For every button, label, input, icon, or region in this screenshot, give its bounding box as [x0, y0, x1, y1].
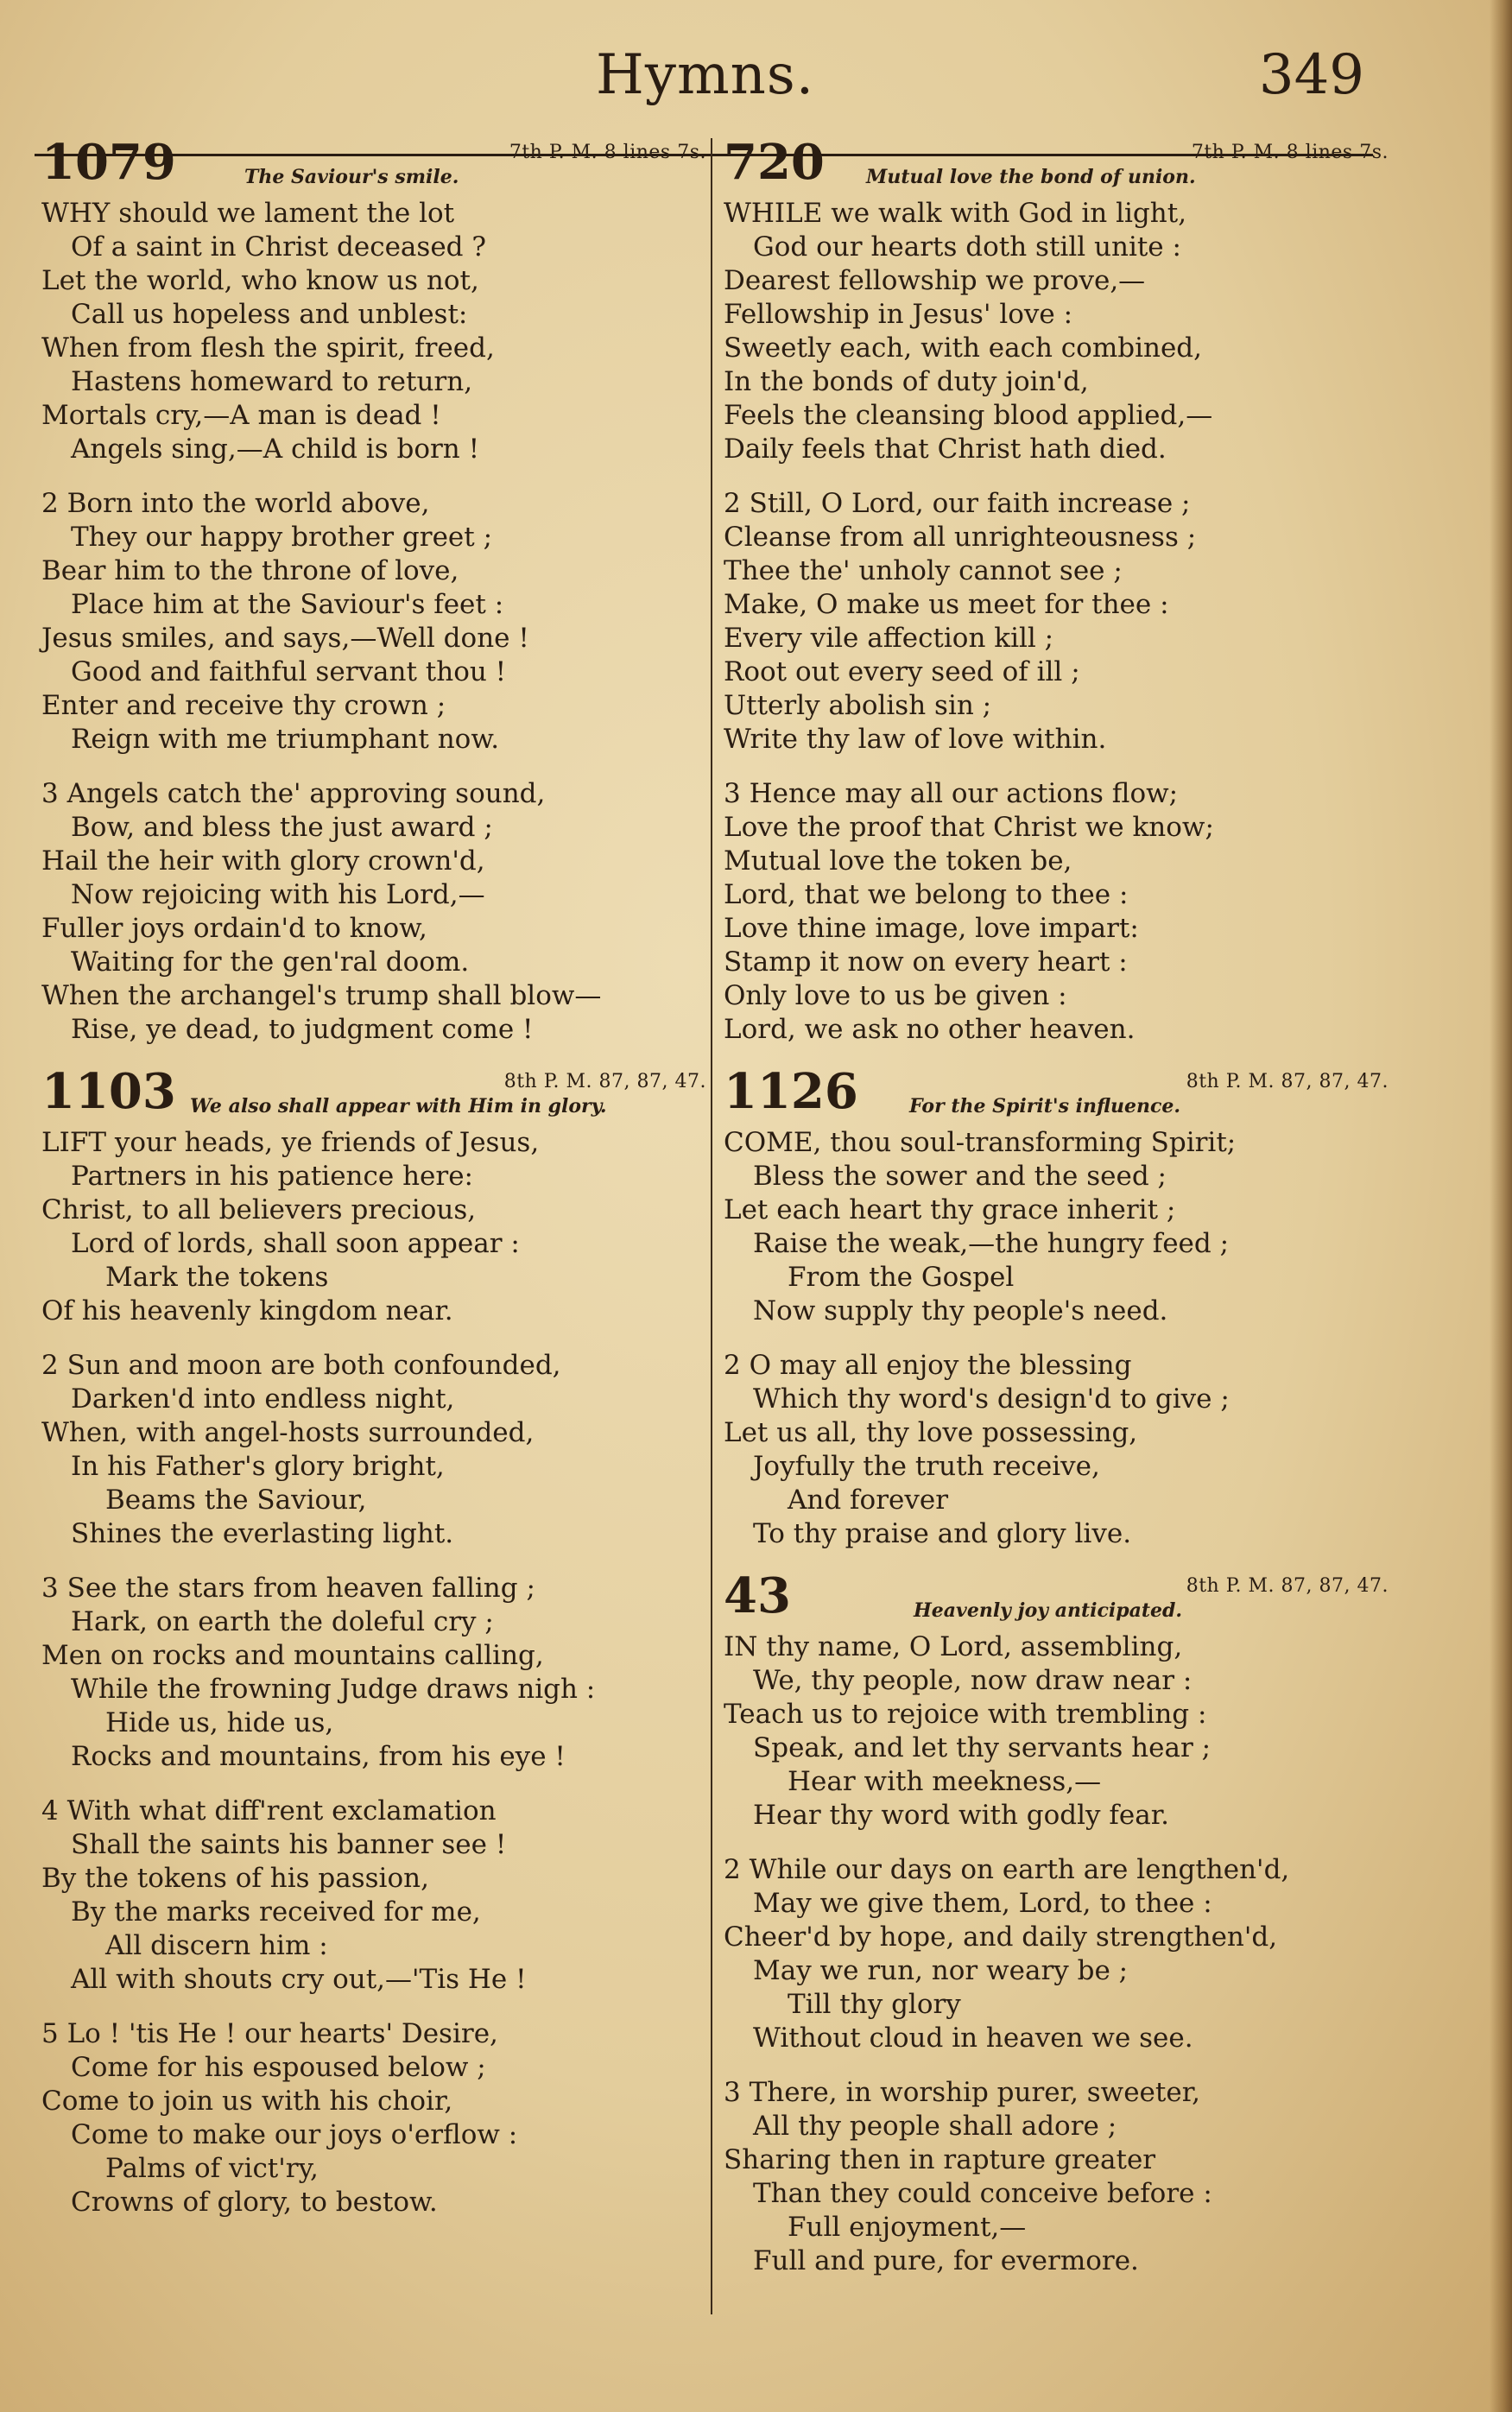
hymn-number: 1079: [41, 134, 176, 191]
verse-line: From the Gospel: [788, 1262, 1015, 1293]
verse-line: IN thy name, O Lord, assembling,: [724, 1631, 1183, 1662]
hymn-subtitle: Mutual love the bond of union.: [866, 166, 1196, 188]
stanza: [41, 1795, 706, 1997]
stanza: [724, 2076, 1389, 2278]
verse-line: Men on rocks and mountains calling,: [41, 1640, 544, 1671]
verse-line: Hear with meekness,—: [788, 1766, 1102, 1797]
verse-line: When, with angel-hosts surrounded,: [41, 1417, 535, 1448]
hymn-subtitle: The Saviour's smile.: [244, 166, 459, 188]
verse-line: By the tokens of his passion,: [41, 1863, 429, 1894]
verse-line: Thee the' unholy cannot see ;: [724, 555, 1123, 586]
verse-line: Angels sing,—A child is born !: [71, 434, 480, 465]
hymn-subtitle: We also shall appear with Him in glory.: [190, 1095, 607, 1117]
page-title: Hymns.: [596, 43, 815, 107]
verse-line: Cleanse from all unrighteousness ;: [724, 522, 1197, 553]
verse-line: Mutual love the token be,: [724, 845, 1072, 877]
verse-line: Crowns of glory, to bestow.: [71, 2187, 438, 2218]
verse-line: 3 Hence may all our actions flow;: [724, 778, 1179, 809]
stanza: [724, 1853, 1389, 2055]
stanza: [41, 1126, 706, 1328]
verse-line: Of a saint in Christ deceased ?: [71, 231, 486, 263]
verse-line: Hastens homeward to return,: [71, 366, 473, 397]
verse-line: In his Father's glory bright,: [71, 1451, 445, 1482]
verse-line: Fellowship in Jesus' love :: [724, 299, 1073, 330]
verse-line: Lord, we ask no other heaven.: [724, 1014, 1136, 1045]
verse-line: Darken'd into endless night,: [71, 1383, 455, 1415]
hymn-number: 720: [724, 134, 825, 191]
verse-line: Bless the sower and the seed ;: [753, 1161, 1167, 1192]
verse-line: 4 With what diff'rent exclamation: [41, 1795, 497, 1826]
hymn-number: 1103: [41, 1063, 176, 1120]
verse-line: Root out every seed of ill ;: [724, 656, 1080, 687]
verse-line: Beams the Saviour,: [105, 1485, 367, 1516]
verse-line: Now rejoicing with his Lord,—: [71, 879, 485, 910]
verse-line: 3 Angels catch the' approving sound,: [41, 778, 546, 809]
stanza: [724, 197, 1389, 466]
hymn-meter: 7th P. M. 8 lines 7s.: [1191, 142, 1389, 163]
verse-line: Love the proof that Christ we know;: [724, 812, 1214, 843]
hymn-meter: 7th P. M. 8 lines 7s.: [509, 142, 706, 163]
page-edge-shadow: [1490, 0, 1512, 2412]
verse-line: Come for his espoused below ;: [71, 2052, 486, 2083]
verse-line: 5 Lo ! 'tis He ! our hearts' Desire,: [41, 2018, 498, 2049]
verse-line: Enter and receive thy crown ;: [41, 690, 446, 721]
stanza: [41, 197, 706, 466]
verse-line: Let the world, who know us not,: [41, 265, 479, 296]
verse-line: Jesus smiles, and says,—Well done !: [41, 623, 529, 654]
verse-line: Come to make our joys o'erflow :: [71, 2119, 518, 2150]
verse-line: Hide us, hide us,: [105, 1707, 334, 1738]
hymn-1103: [41, 1063, 706, 2219]
verse-line: Palms of vict'ry,: [105, 2153, 319, 2184]
verse-line: Come to join us with his choir,: [41, 2086, 453, 2117]
verse-line: All discern him :: [105, 1930, 328, 1961]
verse-line: Christ, to all believers precious,: [41, 1194, 477, 1225]
hymn-1079: [41, 134, 706, 1047]
hymn-43: [724, 1567, 1389, 2278]
verse-line: Fuller joys ordain'd to know,: [41, 913, 427, 944]
verse-line: 2 Born into the world above,: [41, 488, 430, 519]
stanza: [41, 1349, 706, 1551]
verse-line: Let each heart thy grace inherit ;: [724, 1194, 1176, 1225]
left-column: [41, 134, 706, 2240]
verse-line: Than they could conceive before :: [753, 2178, 1212, 2209]
verse-line: 2 While our days on earth are lengthen'd,: [724, 1854, 1290, 1885]
verse-line: Partners in his patience here:: [71, 1161, 473, 1192]
verse-line: Good and faithful servant thou !: [71, 656, 507, 687]
verse-line: Without cloud in heaven we see.: [753, 2023, 1193, 2054]
verse-line: When the archangel's trump shall blow—: [41, 980, 602, 1011]
verse-line: All with shouts cry out,—'Tis He !: [71, 1964, 527, 1995]
verse-line: May we run, nor weary be ;: [753, 1955, 1129, 1986]
hymn-meter: 8th P. M. 87, 87, 47.: [503, 1071, 706, 1092]
hymn-subtitle: For the Spirit's influence.: [909, 1095, 1181, 1117]
verse-line: Love thine image, love impart:: [724, 913, 1139, 944]
verse-line: WHY should we lament the lot: [41, 198, 455, 229]
verse-line: And forever: [788, 1485, 949, 1516]
verse-line: While the frowning Judge draws nigh :: [71, 1674, 596, 1705]
verse-line: 3 See the stars from heaven falling ;: [41, 1573, 535, 1604]
verse-line: When from flesh the spirit, freed,: [41, 332, 495, 364]
verse-line: Full and pure, for evermore.: [753, 2245, 1139, 2276]
verse-line: Rocks and mountains, from his eye !: [71, 1741, 566, 1772]
verse-line: WHILE we walk with God in light,: [724, 198, 1187, 229]
verse-line: Joyfully the truth receive,: [753, 1451, 1100, 1482]
verse-line: 3 There, in worship purer, sweeter,: [724, 2077, 1200, 2108]
verse-line: Shines the everlasting light.: [71, 1518, 454, 1549]
hymn-header: [724, 1567, 1389, 1630]
stanza: [41, 487, 706, 757]
verse-line: COME, thou soul-transforming Spirit;: [724, 1127, 1237, 1158]
verse-line: Every vile affection kill ;: [724, 623, 1054, 654]
verse-line: Hail the heir with glory crown'd,: [41, 845, 485, 877]
page-number: 349: [1258, 43, 1364, 107]
hymn-header: [41, 1063, 706, 1126]
verse-line: Hear thy word with godly fear.: [753, 1800, 1169, 1831]
verse-line: 2 Sun and moon are both confounded,: [41, 1350, 561, 1381]
stanza: [41, 1572, 706, 1774]
verse-line: Place him at the Saviour's feet :: [71, 589, 504, 620]
verse-line: Feels the cleansing blood applied,—: [724, 400, 1213, 431]
verse-line: Full enjoyment,—: [788, 2212, 1027, 2243]
verse-line: Sharing then in rapture greater: [724, 2144, 1156, 2175]
verse-line: LIFT your heads, ye friends of Jesus,: [41, 1127, 540, 1158]
verse-line: God our hearts doth still unite :: [753, 231, 1181, 263]
verse-line: Mortals cry,—A man is dead !: [41, 400, 441, 431]
verse-line: Utterly abolish sin ;: [724, 690, 992, 721]
hymn-number: 1126: [724, 1063, 858, 1120]
verse-line: In the bonds of duty join'd,: [724, 366, 1089, 397]
verse-line: Only love to us be given :: [724, 980, 1067, 1011]
verse-line: Raise the weak,—the hungry feed ;: [753, 1228, 1230, 1259]
verse-line: Teach us to rejoice with trembling :: [724, 1699, 1207, 1730]
verse-line: Bear him to the throne of love,: [41, 555, 459, 586]
verse-line: Mark the tokens: [105, 1262, 329, 1293]
hymn-meter: 8th P. M. 87, 87, 47.: [1186, 1071, 1389, 1092]
verse-line: Shall the saints his banner see !: [71, 1829, 507, 1860]
stanza: [724, 1630, 1389, 1833]
stanza: [724, 487, 1389, 757]
verse-line: Of his heavenly kingdom near.: [41, 1295, 453, 1326]
verse-line: Waiting for the gen'ral doom.: [71, 946, 470, 978]
verse-line: Write thy law of love within.: [724, 724, 1107, 755]
page-header: [0, 43, 1364, 112]
verse-line: Make, O make us meet for thee :: [724, 589, 1169, 620]
hymn-header: [724, 134, 1389, 197]
verse-line: To thy praise and glory live.: [753, 1518, 1132, 1549]
stanza: [724, 1349, 1389, 1551]
stanza: [41, 2017, 706, 2219]
verse-line: Call us hopeless and unblest:: [71, 299, 468, 330]
stanza: [724, 1126, 1389, 1328]
verse-line: All thy people shall adore ;: [753, 2111, 1117, 2142]
verse-line: Till thy glory: [788, 1989, 961, 2020]
verse-line: 2 O may all enjoy the blessing: [724, 1350, 1132, 1381]
stanza: [41, 777, 706, 1047]
hymn-720: [724, 134, 1389, 1047]
verse-line: Now supply thy people's need.: [753, 1295, 1168, 1326]
verse-line: Daily feels that Christ hath died.: [724, 434, 1167, 465]
stanza: [724, 777, 1389, 1047]
verse-line: Let us all, thy love possessing,: [724, 1417, 1138, 1448]
verse-line: Lord, that we belong to thee :: [724, 879, 1129, 910]
verse-line: By the marks received for me,: [71, 1896, 481, 1928]
verse-line: Lord of lords, shall soon appear :: [71, 1228, 520, 1259]
verse-line: Reign with me triumphant now.: [71, 724, 500, 755]
verse-line: Speak, and let thy servants hear ;: [753, 1732, 1211, 1763]
verse-line: They our happy brother greet ;: [71, 522, 493, 553]
verse-line: Bow, and bless the just award ;: [71, 812, 493, 843]
right-column: [724, 134, 1389, 2299]
hymn-meter: 8th P. M. 87, 87, 47.: [1186, 1575, 1389, 1597]
column-divider: [711, 138, 712, 2314]
hymn-1126: [724, 1063, 1389, 1551]
hymn-header: [41, 134, 706, 197]
verse-line: We, thy people, now draw near :: [753, 1665, 1193, 1696]
verse-line: Sweetly each, with each combined,: [724, 332, 1202, 364]
verse-line: 2 Still, O Lord, our faith increase ;: [724, 488, 1191, 519]
hymn-number: 43: [724, 1567, 791, 1624]
hymn-subtitle: Heavenly joy anticipated.: [914, 1599, 1183, 1622]
verse-line: Hark, on earth the doleful cry ;: [71, 1606, 494, 1637]
hymn-header: [724, 1063, 1389, 1126]
verse-line: Which thy word's design'd to give ;: [753, 1383, 1230, 1415]
verse-line: Stamp it now on every heart :: [724, 946, 1128, 978]
verse-line: May we give them, Lord, to thee :: [753, 1888, 1212, 1919]
verse-line: Rise, ye dead, to judgment come !: [71, 1014, 534, 1045]
verse-line: Dearest fellowship we prove,—: [724, 265, 1146, 296]
verse-line: Cheer'd by hope, and daily strengthen'd,: [724, 1921, 1278, 1953]
